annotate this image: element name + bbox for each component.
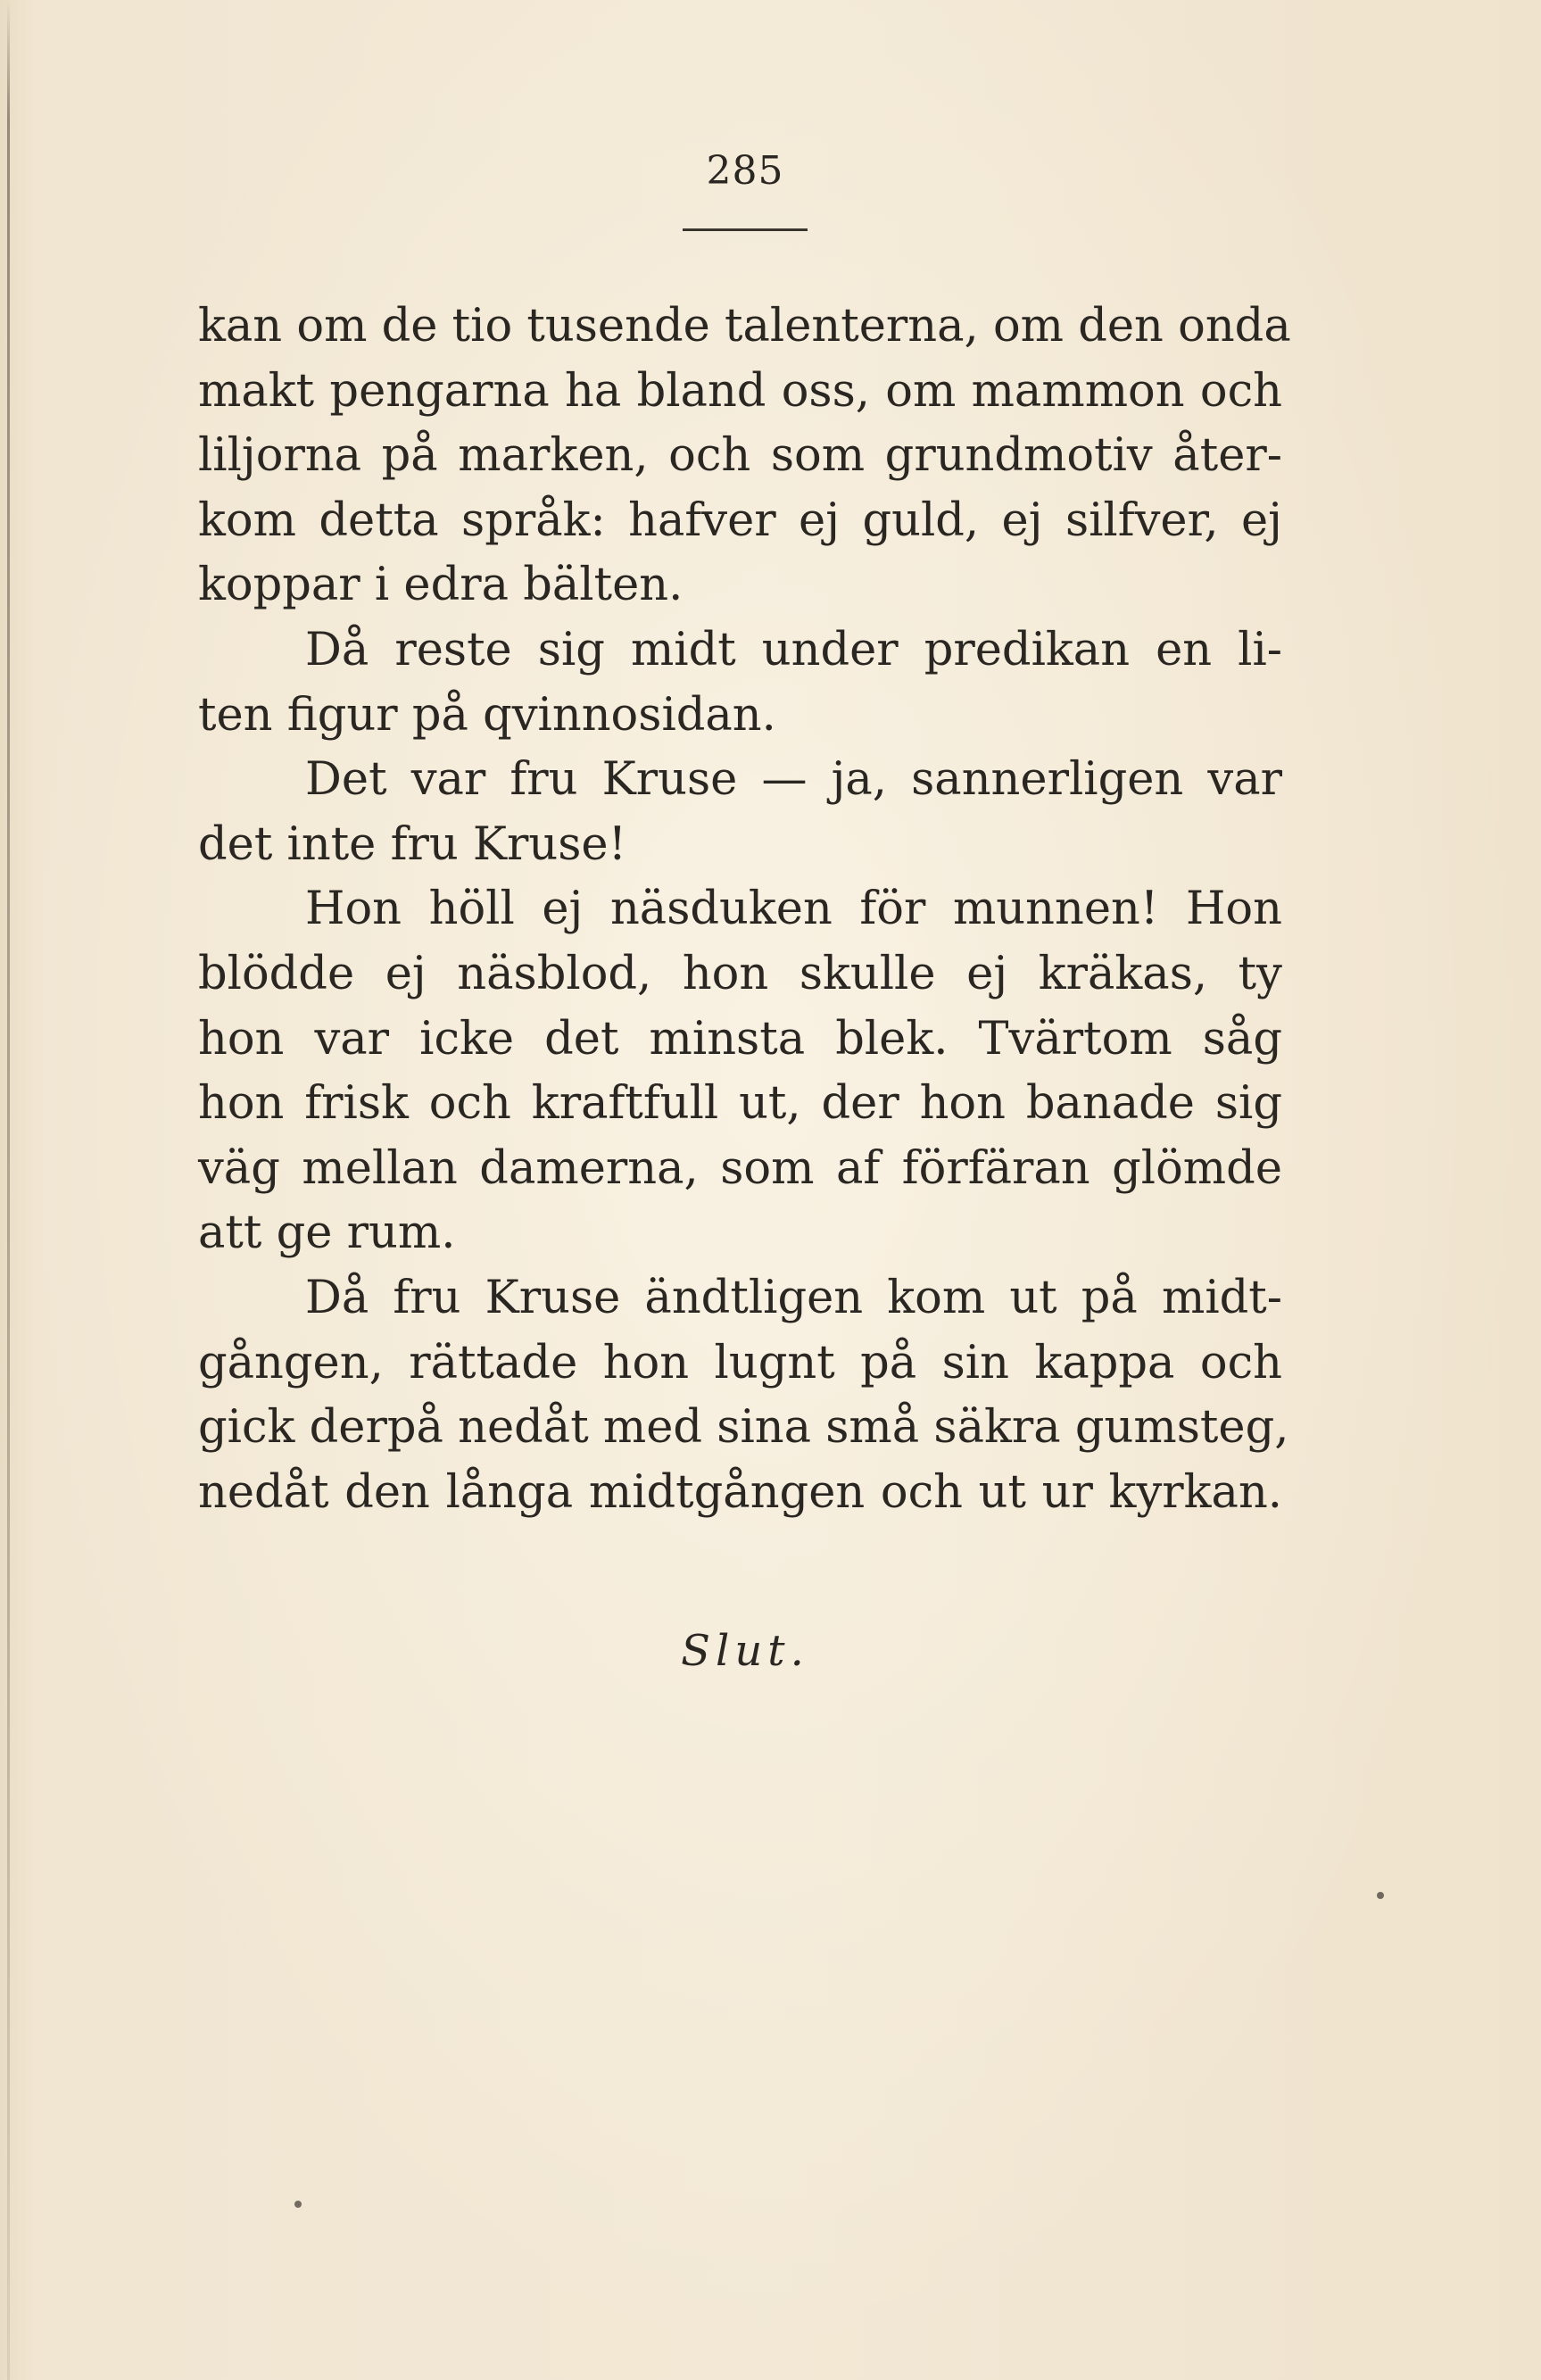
- body-text: [198, 294, 1291, 1525]
- text-line: Då reste sig midt under predikan en li-: [305, 623, 1282, 676]
- text-line: Det var fru Kruse — ja, sannerligen var: [305, 753, 1282, 807]
- text-line: att ge rum.: [198, 1207, 456, 1260]
- text-line: kom detta språk: hafver ej guld, ej silfver, ej: [198, 493, 1282, 547]
- text-line: hon frisk och kraftfull ut, der hon banade sig: [198, 1077, 1282, 1131]
- text-line: det inte fru Kruse!: [198, 817, 627, 871]
- text-line: nedåt den långa midtgången och ut ur kyrkan.: [198, 1465, 1282, 1519]
- text-line: gick derpå nedåt med sina små säkra gumsteg,: [198, 1401, 1289, 1455]
- page-edge-shadow: [7, 0, 10, 2380]
- text-line: Då fru Kruse ändtligen kom ut på midt-: [305, 1271, 1282, 1324]
- page-number: 285: [706, 148, 784, 194]
- text-line: liljorna på marken, och som grundmotiv åter-: [198, 429, 1282, 483]
- text-line: koppar i edra bälten.: [198, 559, 684, 612]
- text-line: väg mellan damerna, som af förfäran glömde: [198, 1141, 1282, 1195]
- header-rule: [683, 228, 808, 231]
- text-line: makt pengarna ha bland oss, om mammon och: [198, 364, 1282, 418]
- text-line: hon var icke det minsta blek. Tvärtom såg: [198, 1012, 1282, 1066]
- text-line: gången, rättade hon lugnt på sin kappa och: [198, 1336, 1282, 1389]
- text-line: Hon höll ej näsduken för munnen! Hon: [305, 883, 1282, 936]
- print-speck: [1377, 1892, 1384, 1899]
- text-line: ten figur på qvinnosidan.: [198, 688, 776, 742]
- print-speck: [294, 2201, 302, 2208]
- text-line: kan om de tio tusende talenterna, om den onda: [198, 300, 1291, 352]
- text-line: blödde ej näsblod, hon skulle ej kräkas, ty: [198, 947, 1282, 1000]
- end-mark: Slut.: [681, 1626, 809, 1676]
